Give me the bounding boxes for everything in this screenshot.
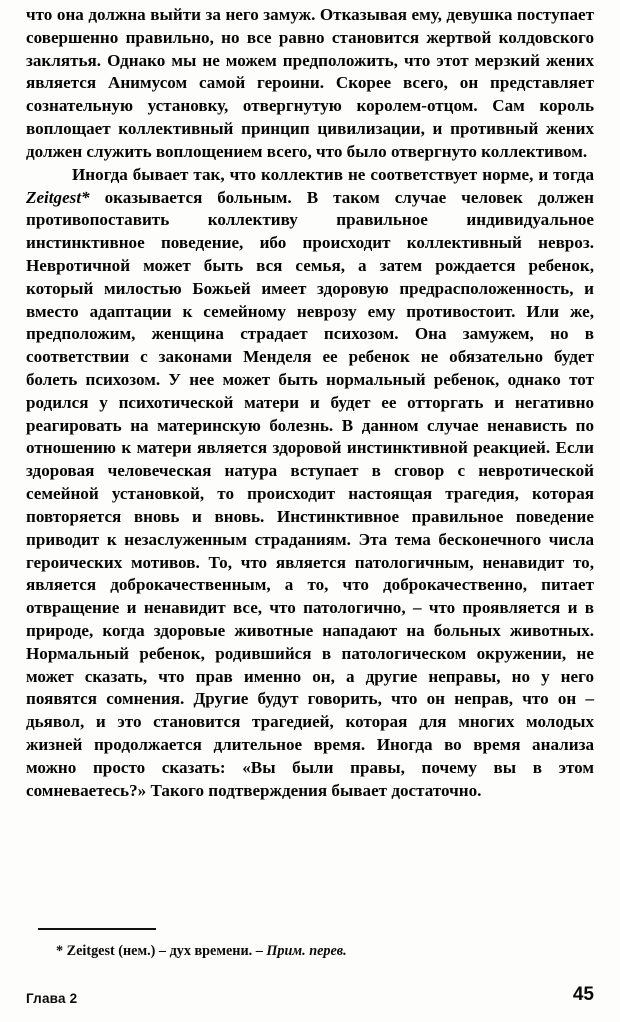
footnote-attribution: Прим. перев.: [266, 942, 347, 959]
page-footer: [26, 984, 594, 1006]
footnote-area: [26, 928, 594, 960]
footnote-marker: *: [56, 942, 64, 959]
page-body: [26, 4, 594, 802]
paragraph-1: что она должна выйти за него замуж. Отказывая ему, девушка поступает совершенно правильно, но все равно становится жертвой колдовского заклятья. Однако мы не можем предположить, что этот мерзкий жених является Анимусом самой героини. Скорее всего, он представляет сознательную установку, отвергнутую королем-отцом. Сам король воплощает коллективный принцип цивилизации, и противный жених должен служить воплощением всего, что было отвергнуто коллективом.: [26, 5, 594, 161]
paragraph-2-text-after-term: оказывается больным. В таком случае человек должен противопоставить коллективу правильное индивидуальное инстинктивное поведение, ибо происходит коллективный невроз. Невротичной может быть вся семья, а затем рождается ребенок, который милостью Божьей имеет здоровую предрасположенность, и вместо адаптации к семейному неврозу ему противостоит. Или же, предположим, женщина страдает психозом. Она замужем, но в соответствии с законами Менделя ее ребенок не обязательно будет болеть психозом. У нее может быть нормальный ребенок, однако тот родился у психотической матери и будет ее отторгать и негативно реагировать на материнскую болезнь. В данном случае ненависть по отношению к матери является здоровой инстинктивной реакцией. Если здоровая человеческая натура вступает в сговор с невротической семейной установкой, то происходит настоящая трагедия, которая повторяется вновь и вновь. Инстинктивное правильное поведение приводит к незаслуженным страданиям. Эта тема бесконечного числа героических мотивов. То, что является патологичным, ненавидит то, является доброкачественным, а то, что доброкачественно, питает отвращение и ненавидит все, что патологично, – что проявляется и в природе, когда здоровые животные нападают на больных животных. Нормальный ребенок, родившийся в патологическом окружении, не может сказать, что прав именно он, а другие неправы, но у него появятся сомнения. Другие будут говорить, что он неправ, что он – дьявол, и это становится трагедией, которая для многих молодых жизней продолжается длительное время. Иногда во время анализа можно просто сказать: «Вы были правы, почему вы в этом сомневаетесь?» Такого подтверждения бывает достаточно.: [26, 187, 594, 800]
footnote-text: [26, 942, 594, 960]
footnote-separator-rule: [38, 928, 156, 930]
chapter-label: Глава 2: [26, 991, 78, 1006]
page-number: 45: [572, 984, 594, 1005]
footnote-term-zeitgest: Zeitgest*: [26, 187, 90, 207]
paragraph-2-text-before-term: Иногда бывает так, что коллектив не соответствует норме, и тогда: [72, 164, 594, 184]
footnote-body: Zeitgest (нем.) – дух времени. –: [63, 942, 267, 959]
paragraph-2: [26, 164, 594, 803]
